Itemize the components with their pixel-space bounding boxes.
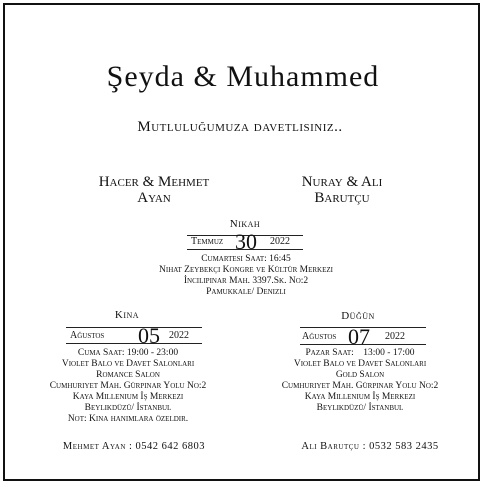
couple-names-title: Şeyda & Muhammed: [106, 60, 380, 93]
groom-surname: Barutçu: [314, 190, 370, 206]
nikah-venue: Nihat Zeybekçi Kongre ve Kültür Merkezi: [159, 265, 333, 275]
dugun-year: 2022: [385, 331, 405, 342]
kina-venue: Violet Balo ve Davet Salonları: [61, 359, 195, 369]
dugun-address: Cumhuriyet Mah. Gürpınar Yolu No:2: [281, 381, 439, 391]
dugun-details: [282, 348, 439, 414]
dugun-building: Kaya Millenium İş Merkezi: [304, 392, 416, 402]
kina-city: Beylikdüzü/ İstanbul: [84, 403, 172, 413]
kina-date-line-bottom: [66, 343, 202, 344]
nikah-month: Temmuz: [191, 236, 224, 247]
kina-year: 2022: [169, 330, 189, 341]
kina-month: Ağustos: [70, 330, 105, 341]
kina-heading: Kına: [114, 309, 140, 321]
bride-family: [99, 174, 210, 206]
nikah-date-line-bottom: [187, 249, 303, 250]
nikah-day: 30: [235, 229, 257, 254]
kina-time: Cuma Saat: 19:00 - 23:00: [77, 348, 179, 358]
groom-parents: Nuray & Ali: [301, 174, 383, 190]
nikah-city: Pamukkale/ Denizli: [206, 287, 286, 297]
kina-details: [50, 348, 207, 425]
kina-address: Cumhuriyet Mah. Gürpınar Yolu No:2: [49, 381, 207, 391]
nikah-heading: Nikah: [229, 218, 261, 230]
kina-building: Kaya Millenium İş Merkezi: [72, 392, 184, 402]
nikah-year: 2022: [270, 236, 290, 247]
dugun-venue: Violet Balo ve Davet Salonları: [293, 359, 427, 369]
nikah-details: [159, 254, 333, 298]
groom-family: [302, 174, 383, 206]
kina-salon: Romance Salon: [96, 370, 160, 380]
dugun-heading: Düğün: [341, 310, 375, 322]
bride-surname: Ayan: [137, 190, 171, 206]
dugun-salon: Gold Salon: [335, 370, 385, 380]
dugun-day: 07: [348, 324, 370, 349]
kina-contact: Mehmet Ayan : 0542 642 6803: [62, 441, 206, 452]
dugun-city: Beylikdüzü/ İstanbul: [316, 403, 404, 413]
bride-parents: Hacer & Mehmet: [98, 174, 210, 190]
dugun-date-line-bottom: [300, 344, 426, 345]
dugun-month: Ağustos: [302, 331, 337, 342]
kina-day: 05: [138, 323, 160, 348]
kina-date-line-top: [66, 327, 202, 328]
dugun-contact: Ali Barutçu : 0532 583 2435: [301, 441, 439, 452]
nikah-time: Cumartesi Saat: 16:45: [201, 254, 291, 264]
dugun-time: Pazar Saat: 13:00 - 17:00: [305, 348, 415, 358]
nikah-address: İncilipınar Mah. 3397.Sk. No:2: [183, 276, 309, 286]
invitation-text: Mutluluğumuza davetlisiniz..: [137, 119, 343, 135]
kina-note: Not: Kına hanımlara özeldir.: [67, 414, 189, 424]
